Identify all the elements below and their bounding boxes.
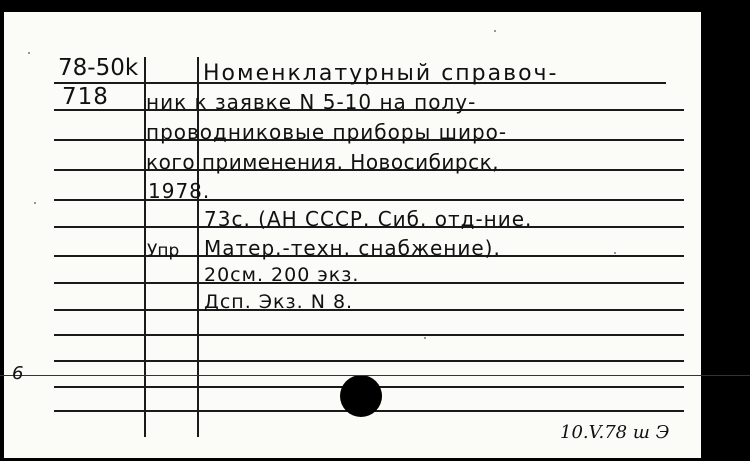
vertical-rule <box>197 57 199 437</box>
margin-mark: 6 <box>12 363 24 384</box>
body-line-3: проводниковые приборы широ- <box>146 120 508 144</box>
date-note: 10.V.78 ш Э <box>560 422 670 443</box>
ruled-line <box>54 282 684 284</box>
catalog-card <box>4 12 701 458</box>
body-line-4: кого применения. Новосибирск, <box>146 150 500 174</box>
body-line-2: ник к заявке N 5-10 на полу- <box>146 90 477 114</box>
ruled-line <box>54 309 684 311</box>
body-line-5: 1978. <box>148 179 211 203</box>
shelf-mark: Упр <box>147 241 180 261</box>
collation-line-4: Дсп. Экз. N 8. <box>204 291 354 313</box>
ruled-line <box>54 334 684 336</box>
vertical-rule <box>144 57 146 437</box>
scan-speck <box>28 52 30 54</box>
call-number-line-2: 718 <box>62 84 109 110</box>
scan-crossing-line <box>0 375 750 376</box>
collation-line-1: 73с. (АН СССР. Сиб. отд-ние. <box>204 207 533 231</box>
scan-speck <box>34 202 36 204</box>
call-number-line-1: 78-50k <box>58 55 139 81</box>
punch-hole <box>340 375 382 417</box>
scan-speck <box>494 30 496 32</box>
collation-line-3: 20см. 200 экз. <box>204 264 360 286</box>
scan-speck <box>424 337 426 339</box>
ruled-line <box>54 360 684 362</box>
collation-line-2: Матер.-техн. снабжение). <box>204 236 501 260</box>
scan-speck <box>614 252 616 254</box>
body-line-1: Номенклатурный справоч- <box>203 61 559 86</box>
